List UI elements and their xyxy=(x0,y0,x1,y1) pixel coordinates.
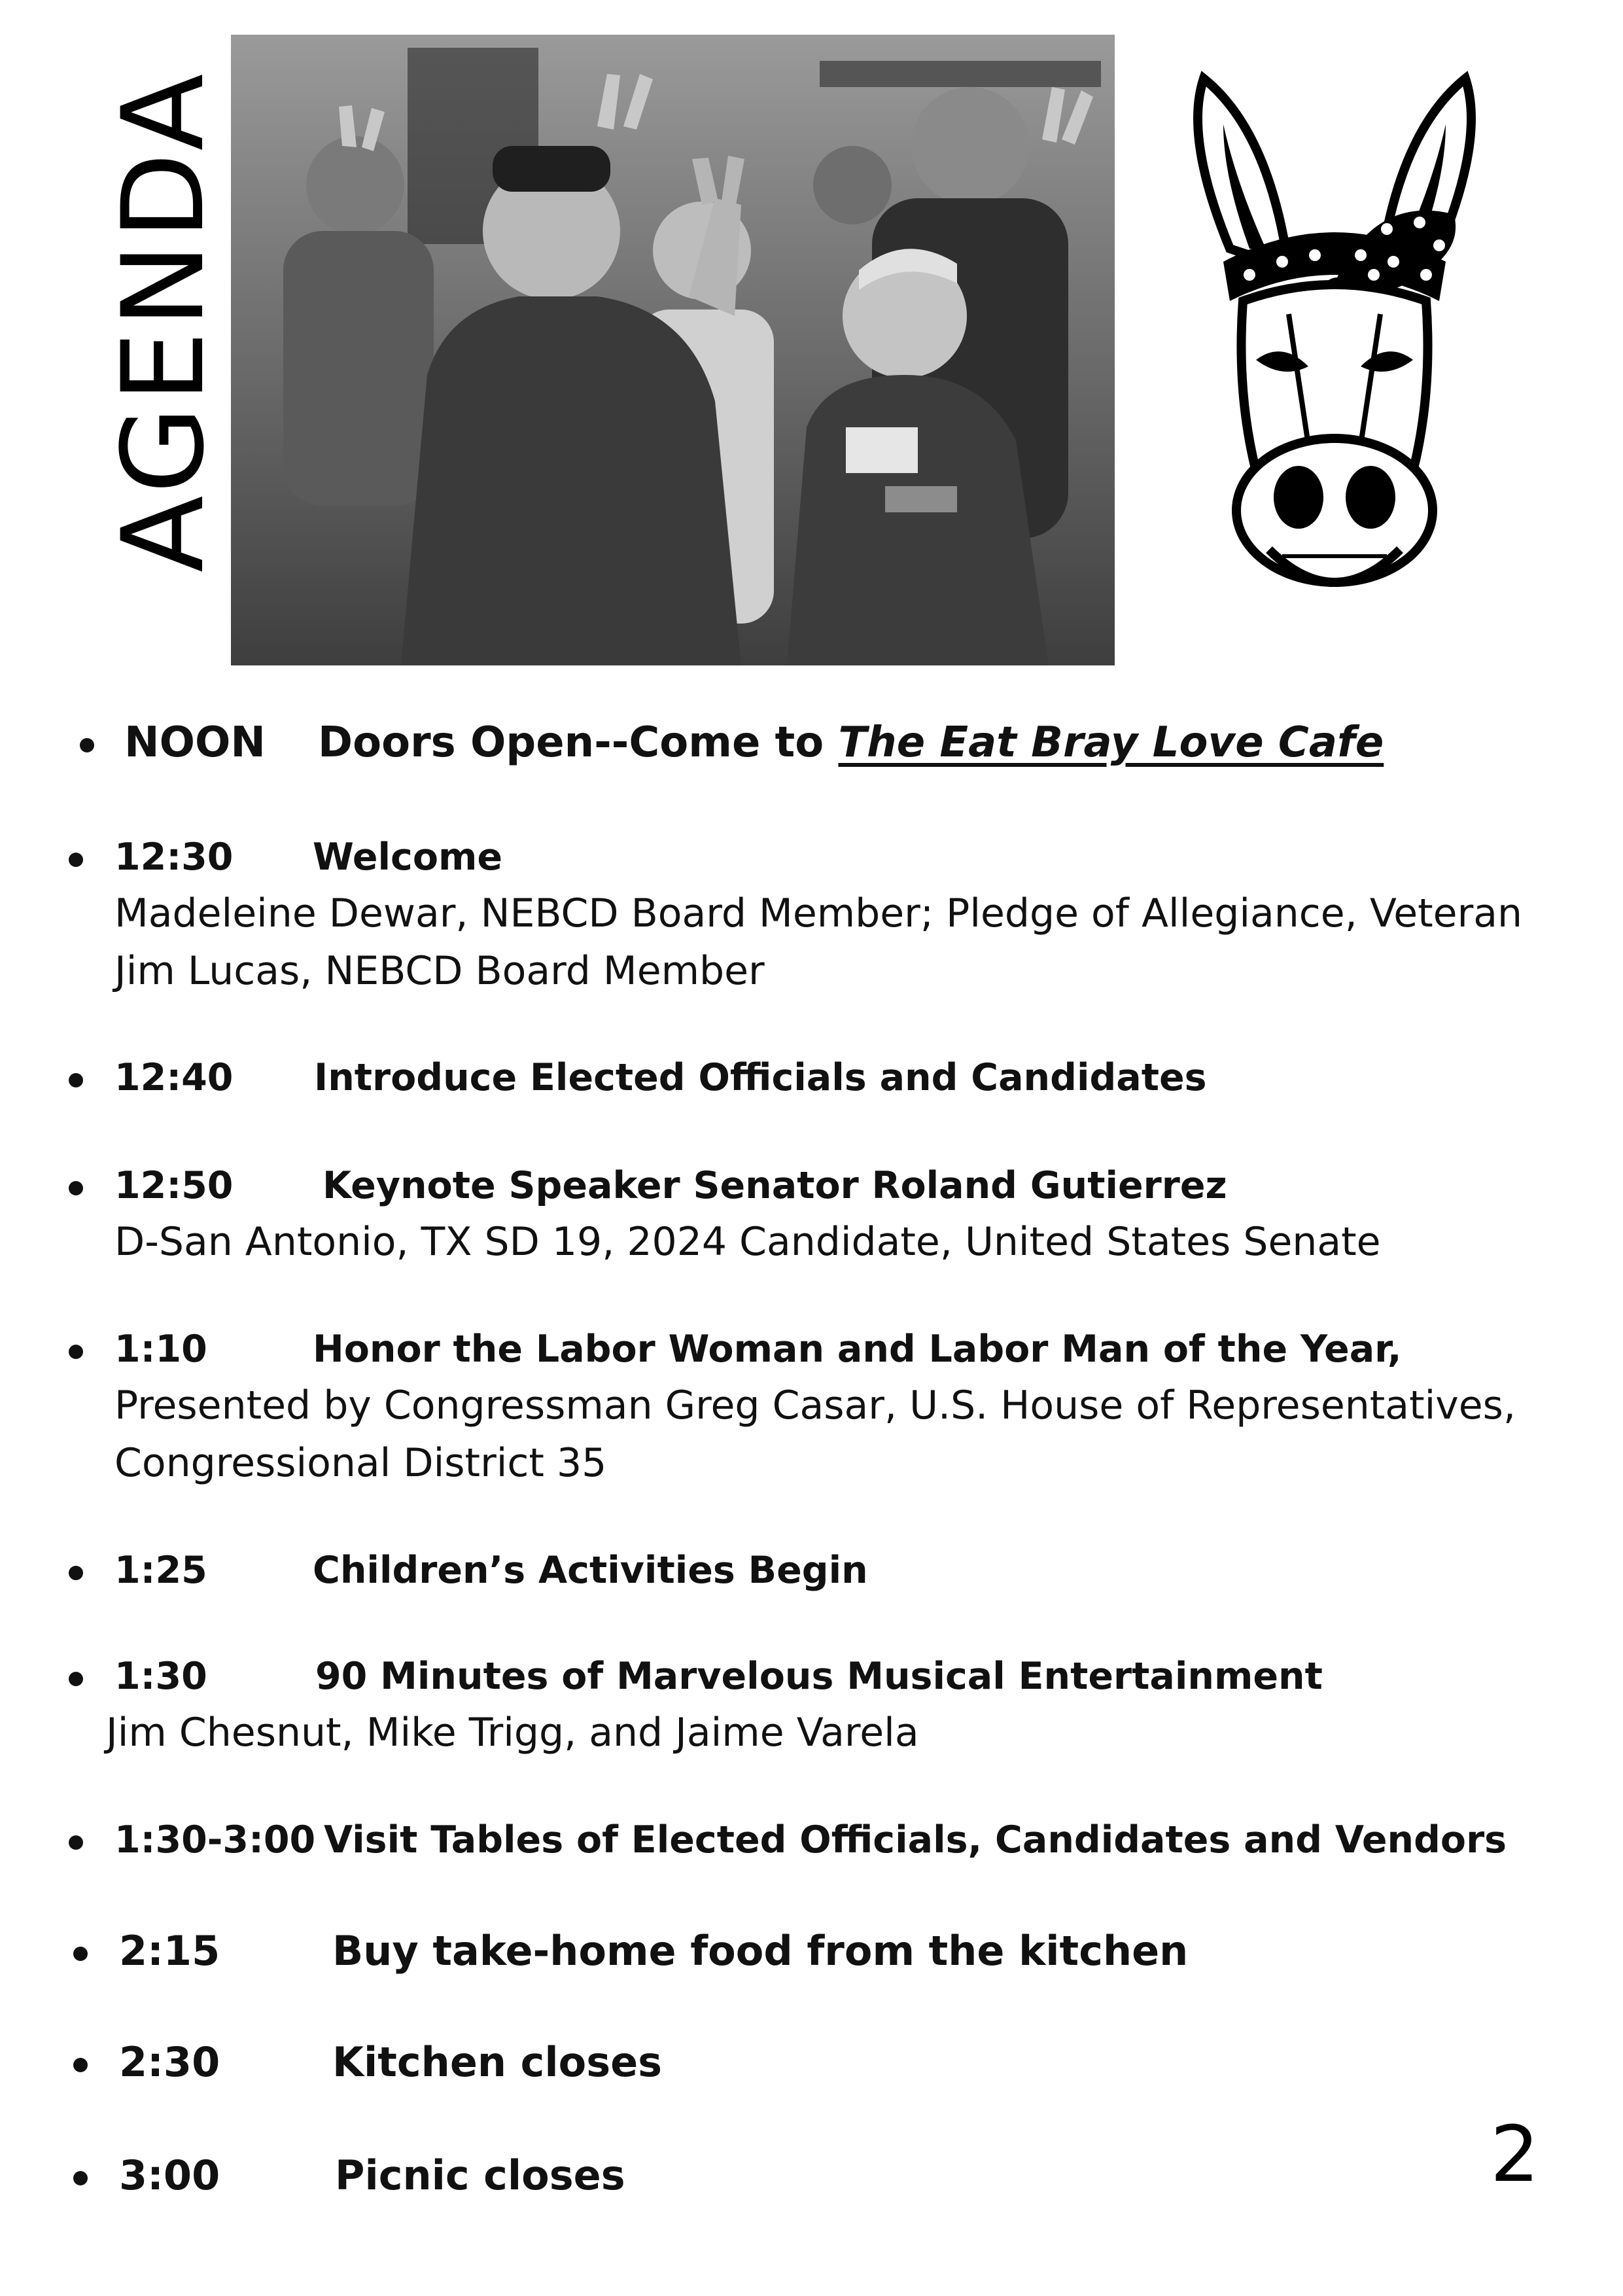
agenda-label: Keynote Speaker Senator Roland Gutierrez xyxy=(323,1164,1227,1207)
agenda-time: 1:25 xyxy=(114,1549,207,1592)
bullet-icon xyxy=(69,1672,83,1686)
agenda-detail: D-San Antonio, TX SD 19, 2024 Candidate, United States Senate xyxy=(114,1219,1381,1265)
agenda-label: Introduce Elected Officials and Candidates xyxy=(314,1056,1207,1099)
agenda-label: 90 Minutes of Marvelous Musical Entertainment xyxy=(315,1655,1323,1698)
agenda-time: 1:30-3:00 xyxy=(114,1818,316,1862)
agenda-label-prefix: Doors Open--Come to xyxy=(318,718,839,767)
agenda-item-130 xyxy=(0,1650,1570,1756)
agenda-label: Welcome xyxy=(313,836,503,879)
bullet-icon xyxy=(69,1835,83,1850)
agenda-label xyxy=(318,716,1384,769)
donkey-mascot-icon xyxy=(1178,52,1492,667)
agenda-detail: Congressional District 35 xyxy=(114,1440,607,1486)
agenda-detail: Jim Lucas, NEBCD Board Member xyxy=(114,948,765,994)
agenda-label: Kitchen closes xyxy=(332,2038,663,2086)
bullet-icon xyxy=(73,2058,88,2072)
agenda-time: 2:30 xyxy=(119,2038,220,2086)
group-photo xyxy=(231,35,1115,665)
agenda-label: Visit Tables of Elected Officials, Candidates and Vendors xyxy=(324,1818,1507,1862)
agenda-label: Honor the Labor Woman and Labor Man of the Year, xyxy=(313,1328,1402,1371)
bullet-icon xyxy=(69,1181,83,1195)
agenda-detail: Presented by Congressman Greg Casar, U.S. House of Representatives, xyxy=(114,1383,1516,1428)
agenda-label: Picnic closes xyxy=(335,2151,625,2199)
bullet-icon xyxy=(69,1073,83,1087)
agenda-item-125 xyxy=(0,1544,1570,1597)
agenda-label: Buy take-home food from the kitchen xyxy=(332,1927,1189,1975)
agenda-time: 12:30 xyxy=(114,836,234,879)
page-number: 2 xyxy=(1490,2109,1540,2199)
bullet-icon xyxy=(80,738,94,752)
agenda-time: NOON xyxy=(124,718,266,767)
agenda-time: 12:40 xyxy=(114,1056,234,1099)
agenda-item-1250 xyxy=(0,1159,1570,1265)
bullet-icon xyxy=(69,853,83,867)
page-title: AGENDA xyxy=(97,69,229,573)
bullet-icon xyxy=(73,2171,88,2185)
agenda-item-130-300 xyxy=(0,1814,1570,1866)
agenda-item-1240 xyxy=(0,1051,1570,1104)
agenda-label: Children’s Activities Begin xyxy=(313,1549,868,1592)
agenda-item-noon xyxy=(0,716,1570,769)
agenda-time: 12:50 xyxy=(114,1164,234,1207)
bullet-icon xyxy=(69,1566,83,1580)
agenda-time: 1:30 xyxy=(114,1655,207,1698)
agenda-item-215 xyxy=(0,1925,1570,1977)
agenda-time: 2:15 xyxy=(119,1927,220,1975)
agenda-item-230 xyxy=(0,2036,1570,2089)
bullet-icon xyxy=(69,1345,83,1359)
agenda-item-110 xyxy=(0,1323,1570,1486)
agenda-detail: Madeleine Dewar, NEBCD Board Member; Pledge of Allegiance, Veteran xyxy=(114,891,1523,936)
agenda-time: 3:00 xyxy=(119,2151,220,2199)
agenda-item-300 xyxy=(0,2149,1570,2202)
agenda-time: 1:10 xyxy=(114,1328,207,1371)
agenda-item-1230 xyxy=(0,831,1570,994)
agenda-detail: Jim Chesnut, Mike Trigg, and Jaime Varela xyxy=(106,1710,919,1756)
cafe-name-link[interactable]: The Eat Bray Love Cafe xyxy=(838,718,1384,767)
bullet-icon xyxy=(73,1947,88,1961)
